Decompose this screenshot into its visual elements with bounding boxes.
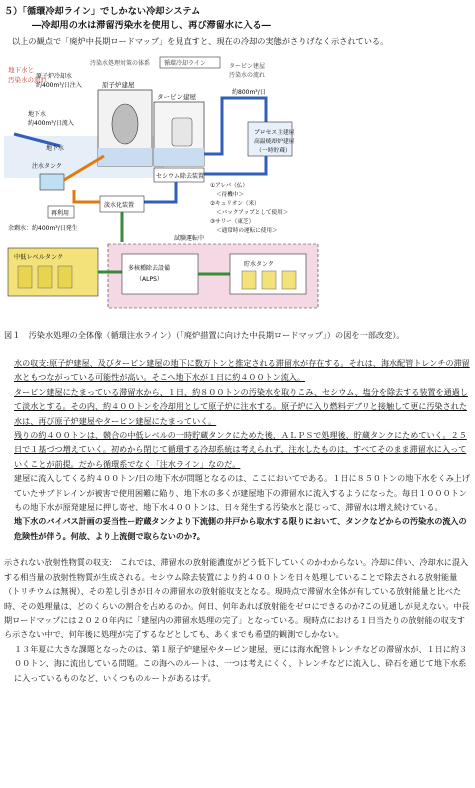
alps-label-line1: 多核種除去設備 [128, 265, 171, 272]
paragraph-groundwater-problem: 建屋に流入してくる約４００トン/日の地下水が問題となるのは、ここにおいてである。１日に８５０トンの地下水をくみ上げていたサブドレインが被害で使用困難に陥り、地下水の多くが建屋地下の滞留水に流入するようになった。毎日１０００トンもの地下水が原発建屋に押し寄せ、地下水４００トンは、日々発生する汚染水と混じって、滞留水は増え続けている。 [14, 473, 470, 513]
reuse-arrow [74, 190, 100, 202]
devices-list-line5: ③サリー（東芝） [210, 219, 255, 225]
process-building-line2: 高温焼却炉建屋 [254, 139, 295, 145]
mid-tank-cylinder-1 [18, 266, 32, 288]
section-subheading: ―冷却用の水は滞留汚染水を使用し、再び滞留水に入る― [32, 20, 271, 31]
handnote-left-line2: 汚染水の流れ [8, 76, 47, 84]
process-building-label [254, 128, 295, 154]
storage-tank-label: 貯水タンク [244, 261, 274, 268]
to-desal-arrow [144, 182, 176, 202]
process-building-line3: （一時貯蔵） [256, 148, 291, 154]
handnote-left-line1: 地下水と [8, 66, 34, 74]
alps-shape [122, 254, 198, 294]
handnote-top: 汚染水処理対策の体系 [90, 60, 151, 67]
mid-tank-cylinder-3 [58, 266, 72, 288]
devices-list-line4: ＜バックアップとして使用＞ [216, 210, 289, 216]
handnote-right-line1: タービン建屋 [229, 63, 266, 70]
devices-list-line2: ＜待機中＞ [216, 192, 244, 198]
groundwater-label-line1: 地下水 [28, 111, 47, 118]
storage-cylinder-1 [242, 271, 256, 289]
paragraph-bypass-plan: 地下水のバイパス計画の妥当性ー貯蔵タンクより下流側の井戸から取水する限りにおいて、タンクなどからの汚染水の流入の危険性が伴う。何故、より上流側で取らないのか?。 [14, 516, 467, 541]
injection-tank-shape [40, 174, 64, 190]
inflow-label-line2: 約400m³/日注入 [36, 82, 82, 89]
cesium-device-label: セシウム除去装置 [156, 173, 204, 180]
injection-tank-label: 注水タンク [32, 163, 62, 170]
reactor-vessel [112, 104, 138, 144]
trial-label: 試験運転中 [174, 235, 205, 242]
handnote-right-line2: 汚染水の流れ [229, 72, 266, 79]
paragraph-remaining-water: 残りの約４００トンは、競合の中低レベルの一時貯蔵タンクにためた後、ＡＬＰＳで処理後、貯蔵タンクにためていく。２５日で１基づつ増えていく。初めから閉じて循環する冷却系統は考えられず、注水したものは、すべてそのまま滞留水に入っていくことが前提。だから循環系でなく「注水ライン」なのだ。 [14, 430, 467, 469]
inflow-label-line1: 原子炉冷却水 [36, 73, 73, 80]
section-heading: ５）「循環冷却ライン」でしかない冷却システム [4, 6, 201, 17]
desal-device-label: 淡水化装置 [104, 202, 135, 209]
storage-cylinder-2 [262, 271, 276, 289]
devices-list [210, 182, 288, 234]
storage-cylinder-3 [282, 271, 296, 289]
turbine-building-label: タービン建屋 [157, 93, 196, 101]
turbine-unit [172, 118, 192, 146]
paragraph-water-balance: 水の収支:原子炉建屋、及びタービン建屋の地下に数万トンと推定される滞留水が存在する。それは、海水配管トレンチの滞留水ともつながっている可能性が高い。そこへ地下水が１日に約４００トン流入。 [14, 358, 470, 383]
mid-tank-label: 中低レベルタンク [14, 254, 64, 261]
paragraph-turbine-water: タービン建屋にたまっている滞留水から、１日、約８００トンの汚染水を取りこみ、セシウム、塩分を除去する装置を通過して淡水とする。その内、約４００トンを冷却用として原子炉に注水する。原子炉に入り燃料デブリと接触して更に汚染された水は、再び原子炉建屋やタービン建屋にたまっていく。 [14, 386, 468, 426]
intro-text: 以上の観点で「廃炉中長期ロードマップ」を見直すと、現在の冷却の実態がさりげなく示されている。 [12, 36, 389, 46]
reactor-building-label: 原子炉建屋 [102, 81, 135, 89]
groundwater-label-line2: 約400m³/日流入 [28, 120, 74, 127]
surplus-label: 余剰水：約400m³/日発生 [8, 225, 78, 232]
reuse-label: 再利用 [51, 210, 70, 217]
paragraph-sea-outflow: １３年夏に大きな課題となったのは、第１原子炉建屋やタービン建屋、更には海水配管トレンチなどの滞留水が、１日に約３００トン、海に流出している問題。この海へのルートは、一つは考えにくく、トレンチなどに流入し、砕石を通じて地下水系に入っているものなど、いくつものルートがあるはず。 [14, 643, 468, 683]
devices-list-line3: ②キュリオン（米） [210, 201, 260, 207]
handnote-right [229, 62, 265, 79]
outflow-label: 約800m³/日 [232, 89, 266, 96]
devices-list-line1: ①アレバ（仏） [210, 183, 248, 189]
water-treatment-diagram [4, 56, 334, 326]
paragraph-radioactivity-balance: 示されない放射性物質の収支: これでは、滞留水の放射能濃度がどう低下していくのかわからない。冷却に伴い、冷却水に混入する相当量の放射性物質が生成される。セシウム除去装置により約４００トンを日々処理していることで除去される放射能量（トリチウムは無視）、その差し引きが日々の滞留水の放射能収支となる。現時点で滞留水全体が有している放射能量と比べた時、その処理量は、どのくらいの割合を占めるのか。何日、何年あれば放射能をゼロにできるのか?この見通しが見えない。中長期ロードマップには２０２０年内に「建屋内の滞留水処理の完了」となっている。現時点における１日当たりの放射能の収支すら示さない中で、何年後に処理が完了するなどとしても、あくまでも希望的観測でしかない。 [4, 557, 470, 640]
body-text [4, 356, 472, 685]
handnote-box: 循環冷却ライン [164, 60, 206, 67]
reactor-stagnant-water [98, 148, 152, 166]
groundwater-label [28, 110, 74, 127]
process-building-line1: プロセス主建屋 [254, 130, 295, 136]
figure-caption: 図１ 汚染水処理の全体像（循環注水ライン）（「廃炉措置に向けた中長期ロードマップ」）の図を一部改変）。 [4, 330, 405, 340]
devices-list-line6: ＜通常時の運転に使用＞ [216, 228, 278, 234]
paragraph-gap [4, 543, 472, 555]
turbine-stagnant-water [154, 148, 204, 166]
mid-tank-cylinder-2 [38, 266, 52, 288]
to-cesium-arrow [204, 156, 266, 174]
underground-label: 地下水 [46, 145, 65, 152]
alps-label-line2: （ALPS） [136, 276, 163, 283]
